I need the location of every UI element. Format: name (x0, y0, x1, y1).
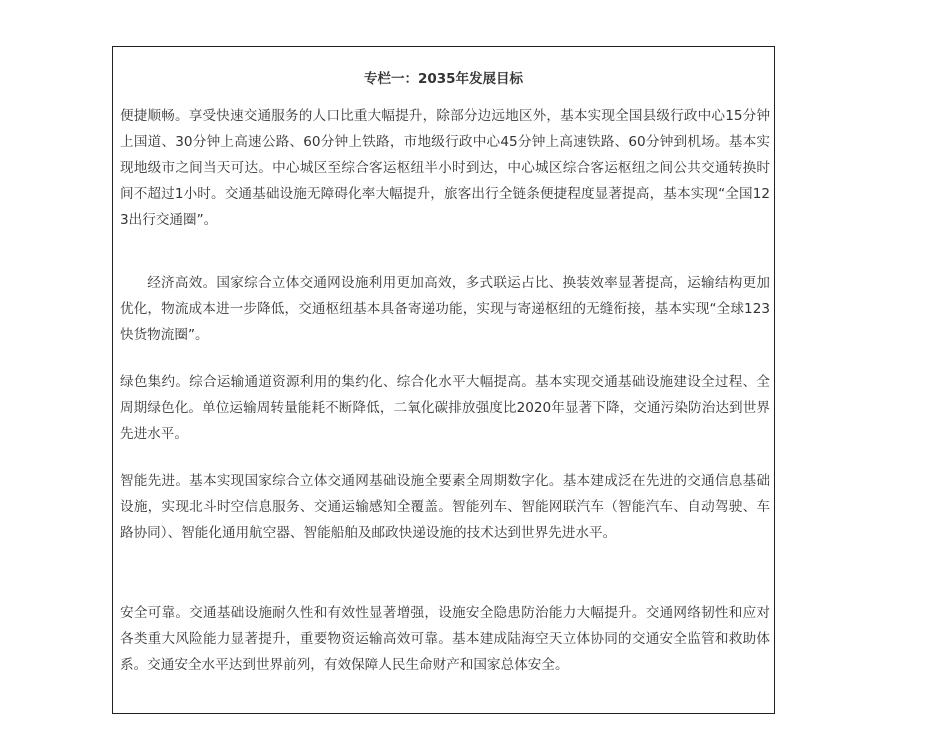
paragraph-intelligent: 智能先进。基本实现国家综合立体交通网基础设施全要素全周期数字化。基本建成泛在先进的交通信息基础设施，实现北斗时空信息服务、交通运输感知全覆盖。智能列车、智能网联汽车（智能汽车、自动驾驶、车路协同）、智能化通用航空器、智能船舶及邮政快递设施的技术达到世界先进水平。 (120, 473, 770, 541)
paragraph-efficient: 经济高效。国家综合立体交通网设施利用更加高效，多式联运占比、换装效率显著提高，运输结构更加优化，物流成本进一步降低，交通枢纽基本具备寄递功能，实现与寄递枢纽的无缝衔接，基本实现“全球123快货物流圈”。 (120, 275, 770, 343)
paragraph-safe: 安全可靠。交通基础设施耐久性和有效性显著增强，设施安全隐患防治能力大幅提升。交通网络韧性和应对各类重大风险能力显著提升，重要物资运输高效可靠。基本建成陆海空天立体协同的交通安全监管和救助体系。交通安全水平达到世界前列，有效保障人民生命财产和国家总体安全。 (120, 605, 770, 673)
paragraph-convenient: 便捷顺畅。享受快速交通服务的人口比重大幅提升，除部分边远地区外，基本实现全国县级行政中心15分钟上国道、30分钟上高速公路、60分钟上铁路，市地级行政中心45分钟上高速铁路、60分钟到机场。基本实现地级市之间当天可达。中心城区至综合客运枢纽半小时到达，中心城区综合客运枢纽之间公共交通转换时间不超过1小时。交通基础设施无障碍化率大幅提升，旅客出行全链条便捷程度显著提高，基本实现“全国123出行交通圈”。 (120, 108, 770, 228)
column-title: 专栏一：2035年发展目标 (363, 71, 524, 87)
column-box (112, 46, 775, 714)
paragraph-green: 绿色集约。综合运输通道资源利用的集约化、综合化水平大幅提高。基本实现交通基础设施建设全过程、全周期绿色化。单位运输周转量能耗不断降低，二氧化碳排放强度比2020年显著下降，交通污染防治达到世界先进水平。 (120, 374, 770, 442)
